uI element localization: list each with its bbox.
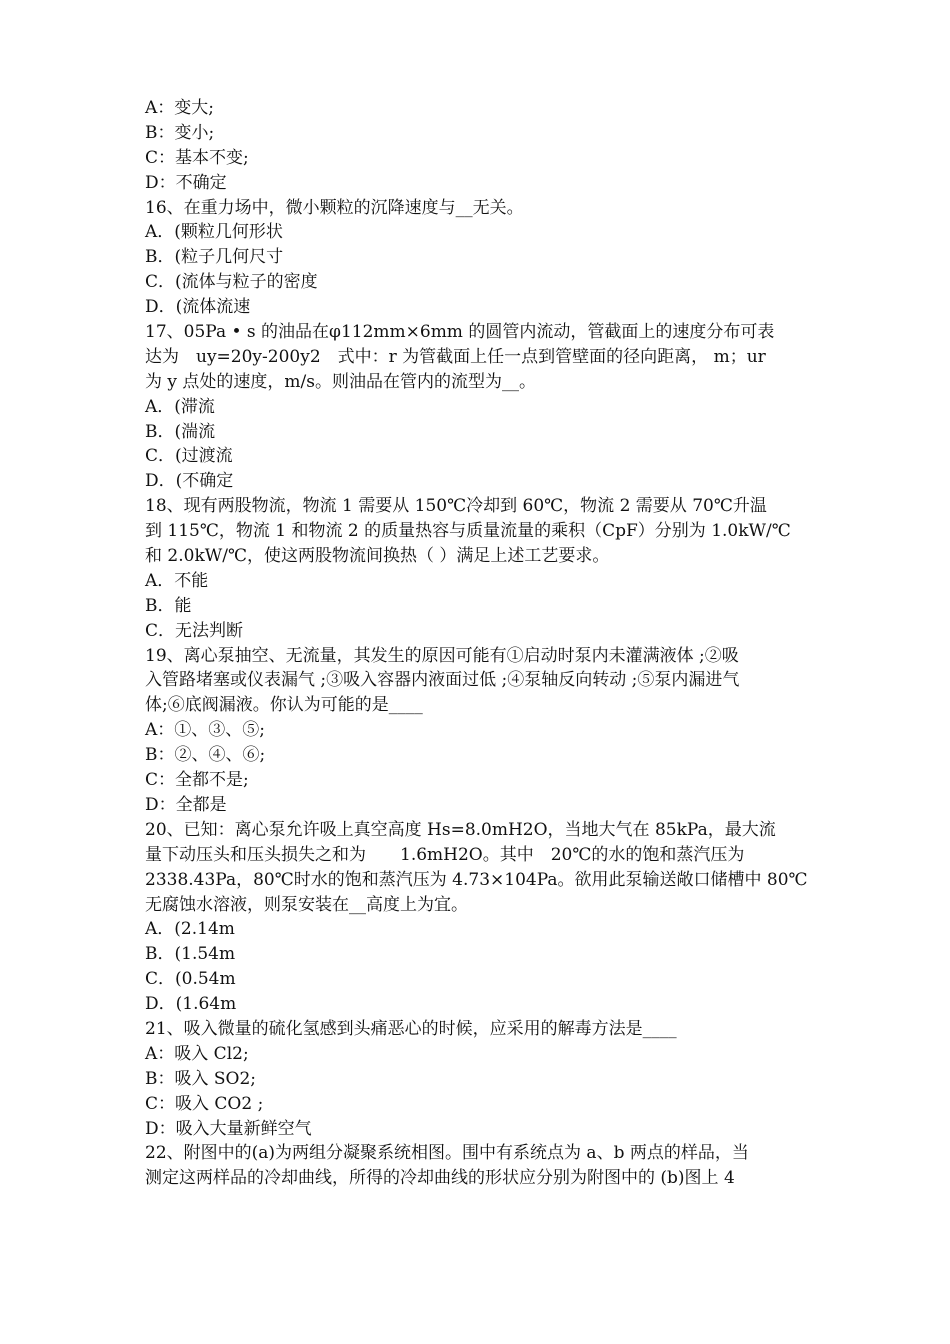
text-line: 体;⑥底阀漏液。你认为可能的是____	[145, 695, 423, 716]
text-line: 20、已知：离心泵允许吸上真空高度 Hs=8.0mH2O，当地大气在 85kPa，最大流	[145, 819, 776, 840]
text-line: D．(不确定	[145, 471, 234, 492]
text-line: C．(0.54m	[145, 969, 236, 990]
text-line: D：全都是	[145, 794, 227, 815]
text-line: 22、附图中的(a)为两组分凝聚系统相图。围中有系统点为 a、b 两点的样品，当	[145, 1143, 749, 1164]
text-line: 和 2.0kW/℃，使这两股物流间换热（ ）满足上述工艺要求。	[145, 546, 610, 567]
text-line: 17、05Pa • s 的油品在φ112mm×6mm 的圆管内流动，管截面上的速度分布可表	[145, 322, 775, 343]
text-line: A：吸入 Cl2;	[145, 1043, 249, 1064]
text-line: 到 115℃，物流 1 和物流 2 的质量热容与质量流量的乘积（CpF）分别为 1.0kW/℃	[145, 521, 791, 542]
text-line: B．(湍流	[145, 421, 216, 442]
text-line: A：①、③、⑤;	[145, 720, 266, 741]
text-line: C．无法判断	[145, 620, 244, 641]
text-line: A．(颗粒几何形状	[145, 222, 283, 243]
text-line: 2338.43Pa，80℃时水的饱和蒸汽压为 4.73×104Pa。欲用此泵输送敞口储槽中 80℃	[145, 869, 808, 890]
text-line: B：变小;	[145, 122, 215, 143]
text-line: 21、吸入微量的硫化氢感到头痛恶心的时候，应采用的解毒方法是____	[145, 1018, 677, 1039]
text-line: C：吸入 CO2 ;	[145, 1093, 264, 1114]
text-line: 达为 uy=20y-200y2 式中：r 为管截面上任一点到管壁面的径向距离， m；ur	[145, 346, 766, 367]
text-line: 入管路堵塞或仪表漏气 ;③吸入容器内液面过低 ;④泵轴反向转动 ;⑤泵内漏进气	[145, 670, 740, 691]
text-line: 19、离心泵抽空、无流量，其发生的原因可能有①启动时泵内未灌满液体 ;②吸	[145, 645, 739, 666]
text-line: A：变大;	[145, 98, 215, 118]
text-line: 测定这两样品的冷却曲线，所得的冷却曲线的形状应分别为附图中的 (b)图上 4	[145, 1168, 735, 1189]
text-line: A．(滞流	[145, 396, 215, 417]
text-line: C．(过渡流	[145, 446, 233, 467]
text-line: D．(流体流速	[145, 297, 251, 318]
document-body	[145, 96, 815, 1191]
text-line: 量下动压头和压头损失之和为 1.6mH2O。其中 20℃的水的饱和蒸汽压为	[145, 844, 745, 865]
text-line: C：全都不是;	[145, 770, 249, 791]
text-line: B．能	[145, 595, 192, 616]
text-line: 16、在重力场中，微小颗粒的沉降速度与__无关。	[145, 197, 524, 218]
text-line: B：吸入 SO2;	[145, 1068, 257, 1089]
text-line: A．不能	[145, 570, 209, 591]
text-line: D．(1.64m	[145, 994, 237, 1015]
text-line: 为 y 点处的速度，m/s。则油品在管内的流型为__。	[145, 371, 536, 392]
text-line: 无腐蚀水溶液，则泵安装在__高度上为宜。	[145, 894, 468, 915]
text-line: B：②、④、⑥;	[145, 745, 266, 766]
text-line: 18、现有两股物流，物流 1 需要从 150℃冷却到 60℃，物流 2 需要从 70℃升温	[145, 496, 767, 517]
text-line: B．(1.54m	[145, 944, 236, 965]
text-line: B．(粒子几何尺寸	[145, 247, 284, 268]
text-line: D：不确定	[145, 172, 227, 193]
text-line: A．(2.14m	[145, 919, 235, 940]
text-line: D：吸入大量新鲜空气	[145, 1118, 312, 1139]
text-line: C：基本不变;	[145, 147, 249, 168]
text-line: C．(流体与粒子的密度	[145, 272, 318, 293]
